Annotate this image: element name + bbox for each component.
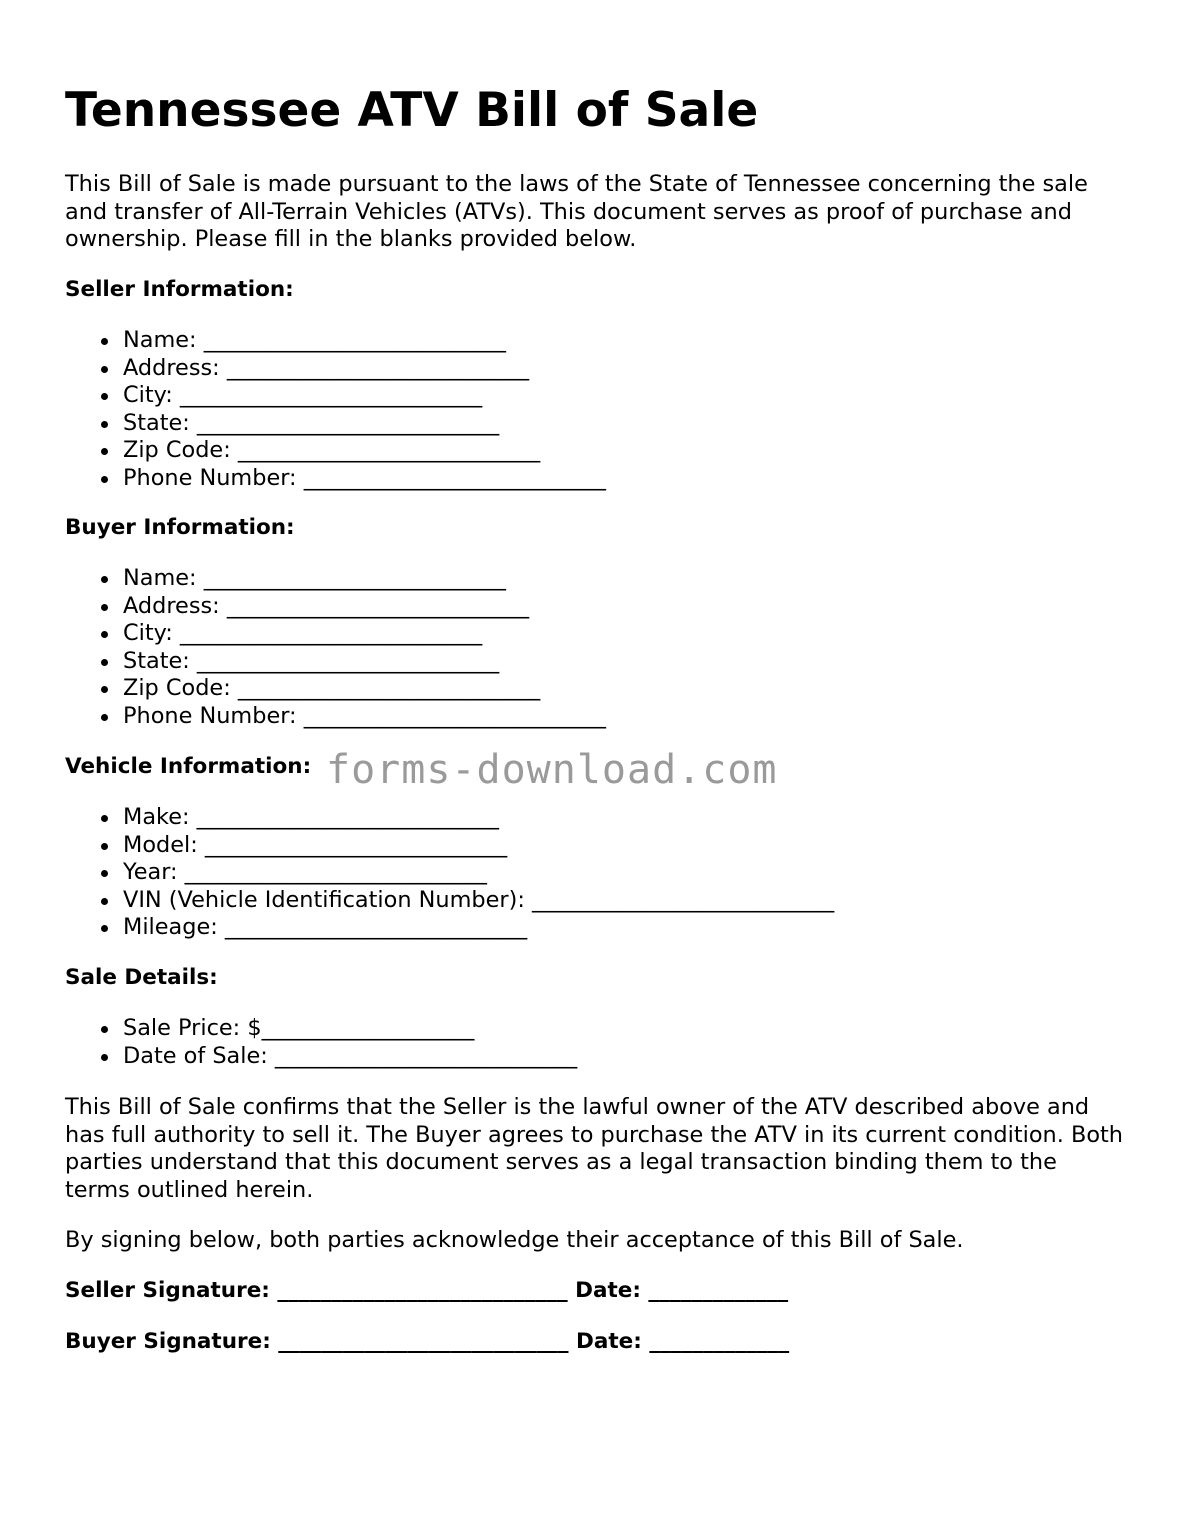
vehicle-fields [65,804,834,942]
vehicle-mileage-field[interactable]: Mileage: ___________________________ [65,914,834,942]
seller-address-field[interactable]: Address: ___________________________ [65,355,606,383]
confirmation-paragraph: This Bill of Sale confirms that the Seller is the lawful owner of the ATV described above and has full authority to sell it. The Buyer agrees to purchase the ATV in its current condition. Both parties understand that this document serves as a legal transaction binding them to the terms outlined herein. [65,1094,1123,1203]
buyer-state-field[interactable]: State: ___________________________ [65,648,606,676]
buyer-city-field[interactable]: City: ___________________________ [65,620,606,648]
sale-heading: Sale Details: [65,965,218,990]
vehicle-vin-field[interactable]: VIN (Vehicle Identification Number): ___________________________ [65,887,834,915]
sale-date-field[interactable]: Date of Sale: ___________________________ [65,1043,577,1071]
vehicle-year-field[interactable]: Year: ___________________________ [65,859,834,887]
buyer-phone-field[interactable]: Phone Number: ___________________________ [65,703,606,731]
seller-phone-field[interactable]: Phone Number: ___________________________ [65,465,606,493]
vehicle-model-field[interactable]: Model: ___________________________ [65,832,834,860]
buyer-heading: Buyer Information: [65,515,295,540]
seller-signature-line[interactable]: Seller Signature: ___________________________ Date: _____________ [65,1278,789,1303]
buyer-fields [65,565,606,730]
seller-state-field[interactable]: State: ___________________________ [65,410,606,438]
seller-name-field[interactable]: Name: ___________________________ [65,327,606,355]
seller-zip-field[interactable]: Zip Code: ___________________________ [65,437,606,465]
seller-fields [65,327,606,492]
seller-heading: Seller Information: [65,277,294,302]
sale-price-field[interactable]: Sale Price: $___________________ [65,1015,577,1043]
watermark: forms-download.com [326,747,778,793]
intro-paragraph: This Bill of Sale is made pursuant to the laws of the State of Tennessee concerning the sale and transfer of All-Terrain Vehicles (ATVs). This document serves as proof of purchase and ownership. Please fill in the blanks provided below. [65,171,1088,252]
buyer-address-field[interactable]: Address: ___________________________ [65,593,606,621]
acknowledgement-paragraph: By signing below, both parties acknowledge their acceptance of this Bill of Sale. [65,1227,964,1253]
vehicle-heading: Vehicle Information: [65,754,312,779]
document-title: Tennessee ATV Bill of Sale [65,83,759,138]
vehicle-make-field[interactable]: Make: ___________________________ [65,804,834,832]
buyer-zip-field[interactable]: Zip Code: ___________________________ [65,675,606,703]
sale-fields [65,1015,577,1070]
buyer-name-field[interactable]: Name: ___________________________ [65,565,606,593]
seller-city-field[interactable]: City: ___________________________ [65,382,606,410]
buyer-signature-line[interactable]: Buyer Signature: ___________________________ Date: _____________ [65,1329,790,1354]
